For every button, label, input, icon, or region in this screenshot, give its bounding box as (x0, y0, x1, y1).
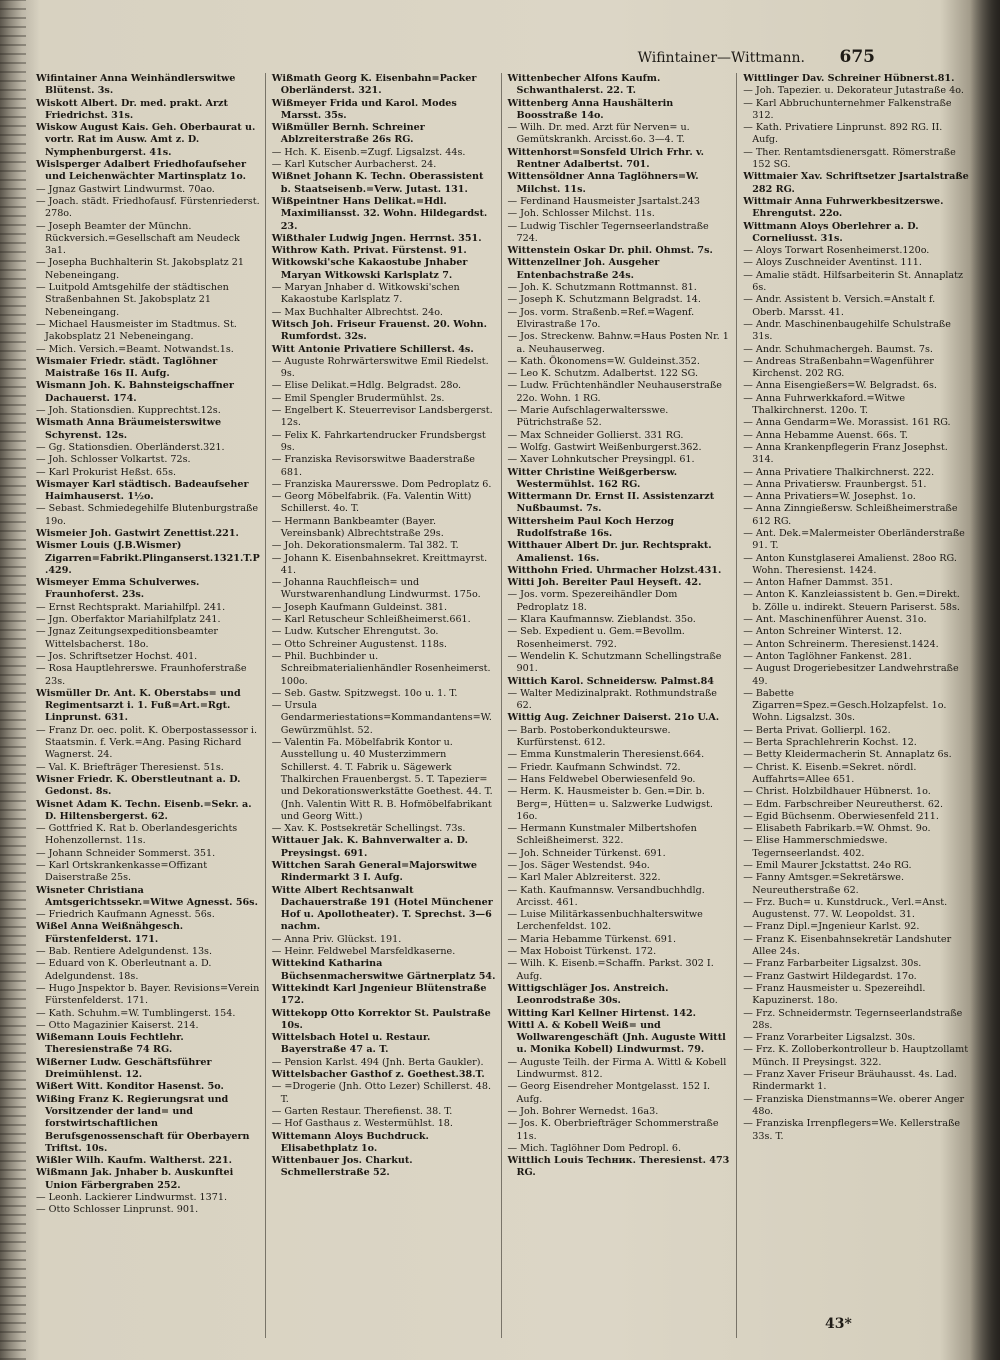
directory-entry: — Jgn. Oberfaktor Mariahilfplatz 241. (36, 614, 221, 626)
directory-entry-heading: Witting Karl Kellner Hirtenst. 142. (507, 1007, 697, 1019)
directory-entry: — Emil Maurer Jckstattst. 24o RG. (743, 860, 912, 871)
directory-entry: — Anna Privatiere Thalkirchnerst. 222. (743, 466, 935, 478)
directory-entry-heading: Wittensöldner Anna Taglöhners=W. Milchst. 11s. (507, 171, 699, 195)
directory-entry: — Jos. K. Oberbriefträger Schommerstraße 11s. (507, 1118, 719, 1142)
directory-entry-heading: Wittchen Sarah General=Majorswitwe Rindermarkt 3 I. Aufg. (271, 860, 478, 884)
directory-entry-heading: Witter Christine Weißgerbersw. Westermühlst. 162 RG. (507, 466, 678, 490)
directory-entry: — Anna Privatiersw. Fraunbergst. 51. (743, 478, 927, 490)
directory-entry-heading: Wittlich Louis Techник. Theresienst. 473 RG. (507, 1155, 730, 1179)
directory-entry: — Anton Kunstglaserei Amalienst. 28oo RG. Wohn. Theresienst. 1424. (743, 552, 957, 576)
directory-entry: — Jos. Streckenw. Bahnw.=Haus Posten Nr. 1 a. Neuhauserweg. (507, 331, 729, 355)
directory-entry-heading: Wismüller Dr. Ant. K. Oberstabs= und Regimentsarzt i. 1. Fuß=Art.=Rgt. Linprunst. 631. (36, 687, 241, 724)
directory-entry: — Joh. Bohrer Wernedst. 16a3. (507, 1105, 659, 1117)
directory-entry: — Leonh. Lackierer Lindwurmst. 1371. (36, 1192, 228, 1204)
directory-entry: — Seb. Gastw. Spitzwegst. 10o u. 1. T. (271, 687, 458, 699)
directory-entry: — Emma Kunstmalerin Theresienst.664. (507, 749, 705, 761)
directory-entry: — Franz K. Eisenbahnsekretär Landshuter Allee 24s. (743, 933, 952, 958)
column-3 (502, 73, 738, 1338)
directory-entry: — Ther. Rentamtsdienersgatt. Römerstraße 152 SG. (743, 146, 956, 171)
directory-entry-heading: Wittenbauer Jos. Charkut. Schmellerstraße 52. (271, 1155, 413, 1179)
directory-entry: — Ludw. Kutscher Ehrengutst. 3o. (271, 626, 439, 638)
directory-entry: — Auguste Teilh. der Firma A. Wittl & Kobell Lindwurmst. 812. (507, 1056, 727, 1081)
directory-entry: — Joh. K. Schutzmann Rottmannst. 81. (507, 282, 697, 294)
directory-entry: — Kath. Kaufmannsw. Versandbuchhdlg. Arcisst. 461. (507, 884, 705, 908)
directory-entry-heading: Witt Antonie Privatiere Schillerst. 4s. (271, 343, 474, 355)
directory-entry: — Johann Schneider Sommerst. 351. (36, 847, 216, 859)
directory-entry-heading: Wittemann Aloys Buchdruck. Elisabethplatz 1o. (271, 1130, 429, 1154)
directory-entry: — Emil Spengler Brudermühlst. 2s. (271, 392, 445, 404)
directory-entry-heading: Wittelsbach Hotel u. Restaur. Bayerstraße 47 a. T. (271, 1032, 431, 1056)
directory-entry: — Joseph Kaufmann Guldeinst. 381. (271, 601, 448, 613)
directory-entry: — Joh. Dekorationsmalerm. Tal 382. T. (271, 540, 459, 552)
directory-entry: — Joh. Stationsdien. Kupprechtst.12s. (36, 405, 221, 417)
directory-entry: — Marie Aufschlagerwaltersswe. Pütrichstraße 52. (507, 405, 669, 429)
directory-entry-heading: Witte Albert Rechtsanwalt Dachauerstraße 191 (Hotel Münchener Hof u. Apollotheater). T. Sprechst. 3—6 nachm. (271, 884, 493, 933)
directory-entry-heading: Wißert Witt. Konditor Hasenst. 5o. (36, 1081, 224, 1093)
directory-entry-heading: Wittigschläger Jos. Anstreich. Leonrodstraße 30s. (507, 982, 669, 1007)
directory-entry: — Joh. Tapezier. u. Dekorateur Jutastraße 4o. (743, 85, 964, 97)
directory-entry: — Rosa Hauptlehrerswe. Fraunhoferstraße 23s. (36, 663, 247, 687)
directory-entry: — Phil. Buchbinder u. Schreibmaterialienhändler Rosenheimerst. 100o. (271, 650, 491, 687)
directory-entry-heading: Witti Joh. Bereiter Paul Heyseft. 42. (507, 577, 702, 589)
directory-entry: — Hans Feldwebel Oberwiesenfeld 9o. (507, 773, 696, 785)
directory-entry-heading: Wittig Aug. Zeichner Daiserst. 21o U.A. (507, 712, 720, 724)
directory-entry-heading: Wiskott Albert. Dr. med. prakt. Arzt Friedrichst. 31s. (36, 97, 228, 121)
directory-entry: — Auguste Rohrwärterswitwe Emil Riedelst. 9s. (271, 355, 489, 380)
directory-entry: — Christ. K. Eisenb.=Sekret. nördl. Auffahrts=Allee 651. (743, 761, 917, 785)
directory-entry: — Michael Hausmeister im Stadtmus. St. Jakobsplatz 21 Nebeneingang. (36, 318, 237, 343)
directory-entry-heading: Wismer Louis (J.B.Wismer) Zigarren=Fabrikt.Plinganserst.1321.T.P.429. (36, 540, 260, 576)
page-number: 675 (839, 47, 875, 67)
directory-entry: — Karl Retuscheur Schleißheimerst.661. (271, 614, 471, 626)
directory-entry-heading: Wißmeyer Frida und Karol. Modes Marsst. 35s. (271, 97, 457, 121)
directory-entry: — Klara Kaufmannsw. Zieblandst. 35o. (507, 614, 696, 626)
directory-entry: — Luise Militärkassenbuchhalterswitwe Lerchenfeldst. 102. (507, 909, 703, 933)
directory-entry: — Hermann Bankbeamter (Bayer. Vereinsbank) Albrechtstraße 29s. (271, 515, 444, 539)
directory-entry-heading: Wittenhorst=Sonsfeld Ulrich Frhr. v. Rentner Adalbertst. 701. (507, 146, 704, 171)
directory-entry-heading: Wismath Anna Bräumeisterswitwe Schyrenst. 12s. (36, 417, 222, 441)
directory-entry-heading: Wismann Joh. K. Bahnsteigschaffner Dachauerst. 174. (36, 380, 234, 404)
directory-columns (30, 73, 973, 1338)
directory-entry: — Felix K. Fahrkartendrucker Frundsbergst 9s. (271, 429, 486, 453)
directory-entry: — Xav. K. Postsekretär Schellingst. 73s. (271, 823, 466, 835)
directory-entry-heading: Wißler Wilh. Kaufm. Waltherst. 221. (36, 1155, 232, 1167)
directory-entry: — Kath. Ökonomens=W. Guldeinst.352. (507, 355, 700, 367)
directory-entry: — Franz Hausmeister u. Spezereihdl. Kapuzinerst. 18o. (743, 982, 926, 1007)
directory-entry: — Kath. Privatiere Linprunst. 892 RG. II. Aufg. (743, 122, 943, 146)
directory-entry: — Johanna Rauchfleisch= und Wurstwarenhandlung Lindwurmst. 175o. (271, 577, 481, 601)
directory-entry: — Franz Farbarbeiter Ligsalzst. 30s. (743, 958, 922, 970)
directory-entry: — Maria Hebamme Türkenst. 691. (507, 933, 677, 945)
directory-entry: — Otto Magazinier Kaiserst. 214. (36, 1019, 199, 1031)
directory-entry: — Anton K. Kanzleiassistent b. Gen.=Direkt. b. Zölle u. indirekt. Steuern Pariserst. 58s. (743, 589, 960, 613)
directory-entry: — Wolfg. Gastwirt Weißenburgerst.362. (507, 441, 702, 453)
directory-entry-heading: Wißemann Louis Fechtlehr. Theresienstraße 74 RG. (36, 1032, 184, 1056)
directory-entry: — Bab. Rentiere Adelgundenst. 13s. (36, 946, 213, 958)
directory-entry-heading: Wißel Anna Weißnähgesch. Fürstenfelderst. 171. (36, 921, 184, 945)
directory-entry: — Betty Kleidermacherin St. Annaplatz 6s. (743, 749, 952, 761)
directory-entry: — Jgnaz Zeitungsexpeditionsbeamter Wittelsbacherst. 18o. (36, 626, 218, 650)
directory-entry: — Andr. Maschinenbaugehilfe Schulstraße 31s. (743, 318, 951, 343)
running-head: Wifintainer—Wittmann. (637, 50, 805, 66)
directory-entry-heading: Wittersheim Paul Koch Herzog Rudolfstraße 16s. (507, 515, 674, 539)
directory-entry-heading: Wittermann Dr. Ernst II. Assistenzarzt Nußbaumst. 7s. (507, 491, 715, 515)
directory-entry: — Aloys Zuschneider Aventinst. 111. (743, 257, 922, 269)
directory-entry: — Anna Zinngießersw. Schleißheimerstraße 612 RG. (743, 503, 958, 527)
directory-entry: — Jos. Säger Westendst. 94o. (507, 860, 650, 871)
directory-entry: — Egid Büchsenm. Oberwiesenfeld 211. (743, 810, 939, 822)
directory-entry: — Anna Krankenpflegerin Franz Josephst. 314. (743, 441, 948, 466)
directory-entry: — Joseph Beamter der Münchn. Rückversich.=Gesellschaft am Neudeck 3a1. (36, 220, 240, 257)
directory-entry: — Wilh. K. Eisenb.=Schaffn. Parkst. 302 I. Aufg. (507, 958, 714, 982)
directory-entry-heading: Witkowski'sche Kakaostube Jnhaber Maryan Witkowski Karlsplatz 7. (271, 257, 468, 281)
directory-entry-heading: Wisner Friedr. K. Oberstleutnant a. D. Gedonst. 8s. (36, 773, 241, 798)
directory-entry: — Georg Eisendreher Montgelasst. 152 I. Aufg. (507, 1081, 711, 1105)
directory-entry: — Ant. Dek.=Malermeister Oberländerstraße 91. T. (743, 527, 965, 552)
directory-entry-heading: Wittl A. & Kobell Weiß= und Wollwarengeschäft (Jnh. Auguste Wittl u. Monika Kobell) Lindwurmst. 79. (507, 1019, 726, 1056)
directory-entry-heading: Witsch Joh. Friseur Frauenst. 20. Wohn. Rumfordst. 32s. (271, 318, 487, 343)
directory-entry: — Sebast. Schmiedegehilfe Blutenburgstraße 19o. (36, 503, 259, 527)
directory-entry-heading: Wisneter Christiana Amtsgerichtssekr.=Witwe Agnesst. 56s. (36, 884, 258, 908)
book-binding-edge (0, 0, 26, 1360)
directory-entry-heading: Wittmaier Xav. Schriftsetzer Jsartalstraße 282 RG. (743, 171, 969, 195)
directory-entry: — Max Hoboist Türkenst. 172. (507, 946, 657, 958)
directory-entry-heading: Wisnet Adam K. Techn. Eisenb.=Sekr. a. D. Hiltensbergerst. 62. (36, 798, 252, 822)
directory-entry: — Franz Dr. oec. polit. K. Oberpostassessor i. Staatsmin. f. Verk.=Ang. Pasing Richard Wagnerst. 24. (36, 724, 257, 761)
directory-entry: — Elise Hammerschmiedswe. Tegernseerlandst. 402. (743, 835, 888, 859)
directory-entry: — Anna Fuhrwerkkaford.=Witwe Thalkirchnerst. 120o. T. (743, 392, 906, 417)
directory-entry: — Fanny Amtsger.=Sekretärswe. Neureutherstraße 62. (743, 872, 905, 896)
directory-entry: — Joh. Schneider Türkenst. 691. (507, 847, 666, 859)
directory-entry: — Ant. Maschinenführer Auenst. 31o. (743, 614, 927, 626)
directory-entry: — Max Buchhalter Albrechtst. 24o. (271, 306, 443, 318)
directory-entry: — Max Schneider Gollierst. 331 RG. (507, 429, 684, 441)
directory-entry-heading: Wißpeintner Hans Delikat.=Hdl. Maximiliansst. 32. Wohn. Hildegardst. 23. (271, 195, 488, 232)
directory-entry: — Mich. Taglöhner Dom Pedropl. 6. (507, 1142, 681, 1154)
directory-entry: — Karl Maler Ablzreiterst. 322. (507, 872, 661, 884)
directory-entry: — Franziska Dienstmanns=We. oberer Anger 48o. (743, 1093, 965, 1117)
directory-entry: — Ernst Rechtsprakt. Mariahilfpl. 241. (36, 601, 226, 613)
directory-entry-heading: Wiskow August Kais. Geh. Oberbaurat u. vortr. Rat im Ausw. Amt z. D. Nymphenburgerst. 41s. (36, 122, 256, 158)
directory-entry: — Ludw. Früchtenhändler Neuhauserstraße 22o. Wohn. 1 RG. (507, 380, 722, 404)
directory-entry-heading: Wißmüller Bernh. Schreiner Ablzreiterstraße 26s RG. (271, 122, 425, 146)
directory-entry: — Frz. Schneidermstr. Tegernseerlandstraße 28s. (743, 1007, 963, 1031)
directory-entry: — Xaver Lohnkutscher Preysingpl. 61. (507, 454, 695, 466)
directory-entry-heading: Wißerner Ludw. Geschäftsführer Dreimühlenst. 12. (36, 1056, 212, 1081)
directory-entry: — Franz Dipl.=Jngenieur Karlst. 92. (743, 921, 920, 933)
directory-entry: — Elise Delikat.=Hdlg. Belgradst. 28o. (271, 380, 462, 392)
directory-entry: — Engelbert K. Steuerrevisor Landsbergerst. 12s. (271, 405, 493, 429)
directory-entry: — Anna Priv. Glückst. 191. (271, 933, 402, 945)
signature-mark: 43* (825, 1316, 852, 1332)
directory-entry-heading: Wittenberg Anna Haushälterin Boosstraße 14o. (507, 97, 674, 121)
directory-entry: — Frz. Buch= u. Kunstdruck., Verl.=Anst. Augustenst. 77. W. Leopoldst. 31. (743, 896, 948, 921)
directory-entry: — Johann K. Eisenbahnsekret. Kreittmayrst. 41. (271, 552, 488, 576)
directory-entry: — Heinr. Feldwebel Marsfeldkaserne. (271, 946, 456, 958)
directory-entry: — Joh. Schlosser Volkartst. 72s. (36, 454, 191, 466)
directory-entry: — Georg Möbelfabrik. (Fa. Valentin Witt) Schillerst. 4o. T. (271, 491, 472, 515)
column-1 (30, 73, 266, 1338)
directory-entry: — Otto Schreiner Augustenst. 118s. (271, 638, 447, 650)
page-shadow-edge (970, 0, 1000, 1360)
directory-entry-heading: Witthohn Fried. Uhrmacher Holzst.431. (507, 564, 722, 576)
directory-entry: — Anton Hafner Dammst. 351. (743, 577, 893, 589)
directory-entry: — Berta Sprachlehrerin Kochst. 12. (743, 737, 917, 749)
directory-entry: — Leo K. Schutzm. Adalbertst. 122 SG. (507, 368, 698, 380)
directory-entry-heading: Wismayer Karl städtisch. Badeaufseher Haimhauserst. 1½o. (36, 478, 249, 503)
directory-entry: — Wendelin K. Schutzmann Schellingstraße 901. (507, 650, 722, 675)
directory-entry-heading: Wislsperger Adalbert Friedhofaufseher und Leichenwächter Martinsplatz 1o. (36, 159, 247, 183)
directory-entry: — Ursula Gendarmeriestations=Kommandantens=W. Gewürzmühlst. 52. (271, 700, 492, 736)
directory-entry-heading: Wismeyer Emma Schulverwes. Fraunhoferst. 23s. (36, 577, 200, 601)
directory-entry-heading: Wittenstein Oskar Dr. phil. Ohmst. 7s. (507, 245, 713, 257)
directory-entry: — Val. K. Briefträger Theresienst. 51s. (36, 761, 224, 773)
directory-entry-heading: Wittekindt Karl Jngenieur Blütenstraße 172. (271, 982, 487, 1007)
directory-entry: — Otto Schlosser Linprunst. 901. (36, 1204, 199, 1216)
directory-entry: — Jgnaz Gastwirt Lindwurmst. 70ao. (36, 183, 215, 195)
directory-entry-heading: Wißnet Johann K. Techn. Oberassistent b. Staatseisenb.=Verw. Jutast. 131. (271, 171, 484, 195)
directory-entry: — Friedrich Kaufmann Agnesst. 56s. (36, 909, 215, 921)
directory-entry: — Karl Abbruchunternehmer Falkenstraße 312. (743, 97, 952, 121)
directory-entry-heading: Wismeier Joh. Gastwirt Zenettist.221. (36, 527, 239, 539)
directory-entry: — Barb. Postoberkondukteurswe. Kurfürstenst. 612. (507, 724, 671, 749)
directory-entry: — Elisabeth Fabrikarb.=W. Ohmst. 9o. (743, 823, 931, 835)
directory-entry: — Hugo Jnspektor b. Bayer. Revisions=Verein Fürstenfelderst. 171. (36, 982, 260, 1007)
directory-entry: — Jos. Schriftsetzer Hochst. 401. (36, 650, 198, 662)
directory-entry: — Franz Gastwirt Hildegardst. 17o. (743, 970, 917, 982)
directory-entry: — Karl Kutscher Aurbacherst. 24. (271, 159, 437, 171)
directory-entry: — Anton Schreiner Winterst. 12. (743, 626, 903, 638)
directory-entry: — Ferdinand Hausmeister Jsartalst.243 (507, 195, 700, 207)
directory-entry: — Andr. Assistent b. Versich.=Anstalt f. Oberb. Marsst. 41. (743, 294, 936, 318)
directory-entry: — Franz Xaver Friseur Bräuhausst. 4s. Lad. Rindermarkt 1. (743, 1069, 957, 1093)
directory-entry: — August Drogeriebesitzer Landwehrstraße 49. (743, 663, 959, 687)
directory-entry: — Franziska Maurersswe. Dom Pedroplatz 6. (271, 478, 492, 490)
directory-entry: — Josepha Buchhalterin St. Jakobsplatz 21 Nebeneingang. (36, 257, 244, 281)
directory-entry: — Andreas Straßenbahn=Wagenführer Kirchenst. 202 RG. (743, 355, 934, 380)
directory-entry: — Garten Restaur. Therefienst. 38. T. (271, 1105, 453, 1117)
directory-entry: — Franziska Revisorswitwe Baaderstraße 681. (271, 454, 475, 478)
directory-entry-heading: Wittelsbacher Gasthof z. Goethest.38.T. (271, 1069, 485, 1081)
page-header (40, 47, 875, 72)
directory-entry: — Anna Gendarm=We. Morassist. 161 RG. (743, 417, 951, 429)
directory-entry-heading: Wittlinger Dav. Schreiner Hübnerst.81. (743, 73, 955, 84)
directory-entry: — Berta Privat. Gollierpl. 162. (743, 724, 891, 736)
directory-entry: — Franz Vorarbeiter Ligsalzst. 30s. (743, 1032, 916, 1044)
directory-entry: — Seb. Expedient u. Gem.=Bevollm. Rosenheimerst. 792. (507, 626, 685, 650)
directory-entry: — Joseph K. Schutzmann Belgradst. 14. (507, 294, 701, 306)
directory-entry: — Valentin Fa. Möbelfabrik Kontor u. Ausstellung u. 40 Musterzimmern Schillerst. 4. T. Fabrik u. Sägewerk Thalkirchen Frauenbergst. 5. T. Tapezier= und Dekorationswerkstätte Goethest. 44. T. (Jnh. Valentin Witt R. B. Hofmöbelfabrikant und Georg Witt.) (271, 737, 493, 822)
directory-entry: — Pension Karlst. 494 (Jnh. Berta Gaukler). (271, 1056, 484, 1068)
directory-entry-heading: Wittich Karol. Schneidersw. Palmst.84 (507, 675, 714, 687)
directory-entry-heading: Wittenbecher Alfons Kaufm. Schwanthalerst. 22. T. (507, 73, 661, 97)
directory-entry: — =Drogerie (Jnh. Otto Lezer) Schillerst. 48. T. (271, 1081, 492, 1105)
directory-entry-heading: Wißing Franz K. Regierungsrat und Vorsitzender der land= und forstwirtschaftlichen Berufsgenossenschaft für Oberbayern Triftst. 10s. (36, 1093, 250, 1154)
directory-entry: — Friedr. Kaufmann Schwindst. 72. (507, 761, 681, 773)
directory-entry: — Anna Privatiers=W. Josephst. 1o. (743, 491, 916, 503)
directory-entry: — Franziska Irrenpflegers=We. Kellerstraße 33s. T. (743, 1118, 961, 1142)
directory-entry: — Wilh. Dr. med. Arzt für Nerven= u. Gemütskrankh. Arcisst.6o. 3—4. T. (507, 122, 690, 146)
directory-entry: — Mich. Versich.=Beamt. Notwandst.1s. (36, 343, 234, 355)
directory-entry: — Hermann Kunstmaler Milbertshofen Schleißheimerst. 322. (507, 823, 697, 847)
directory-entry-heading: Wißthaler Ludwig Jngen. Herrnst. 351. (271, 232, 482, 244)
directory-entry-heading: Wißmann Jak. Jnhaber b. Auskunftei Union Färbergraben 252. (36, 1167, 234, 1191)
directory-entry-heading: Wittmann Aloys Oberlehrer a. D. Corneliusst. 31s. (743, 220, 919, 244)
directory-entry-heading: Witthauer Albert Dr. jur. Rechtsprakt. Amalienst. 16s. (507, 540, 712, 564)
directory-entry: — Jos. vorm. Straßenb.=Ref.=Wagenf. Elvirastraße 17o. (507, 306, 695, 330)
directory-entry: — Maryan Jnhaber d. Witkowski'schen Kakaostube Karlsplatz 7. (271, 282, 460, 306)
directory-entry: — Aloys Torwart Rosenheimerst.120o. (743, 245, 930, 257)
directory-entry: — Luitpold Amtsgehilfe der städtischen Straßenbahnen St. Jakobsplatz 21 Nebeneingang. (36, 282, 229, 318)
directory-entry: — Kath. Schuhm.=W. Tumblingerst. 154. (36, 1007, 236, 1019)
directory-entry-heading: Wittauer Jak. K. Bahnverwalter a. D. Preysingst. 691. (271, 835, 468, 859)
directory-entry-heading: Wißmath Georg K. Eisenbahn=Packer Oberländerst. 321. (271, 73, 477, 97)
directory-entry: — Jos. vorm. Spezereihändler Dom Pedroplatz 18. (507, 589, 678, 613)
directory-entry: — Christ. Holzbildhauer Hübnerst. 1o. (743, 786, 931, 798)
directory-entry: — Gottfried K. Rat b. Oberlandesgerichts Hohenzollernst. 11s. (36, 823, 238, 847)
column-2 (266, 73, 502, 1338)
directory-entry: — Karl Ortskrankenkasse=Offizant Daiserstraße 25s. (36, 860, 208, 884)
directory-entry: — Herm. K. Hausmeister b. Gen.=Dir. b. Berg=, Hütten= u. Salzwerke Ludwigst. 16o. (507, 786, 713, 822)
directory-entry: — Gg. Stationsdien. Oberländerst.321. (36, 441, 225, 453)
directory-entry-heading: Wittekopp Otto Korrektor St. Paulstraße 10s. (271, 1007, 491, 1031)
directory-entry: — Eduard von K. Oberleutnant a. D. Adelgundenst. 18s. (36, 958, 212, 982)
directory-entry: — Hof Gasthaus z. Westermühlst. 18. (271, 1118, 453, 1130)
directory-entry: — Joach. städt. Friedhofausf. Fürstenriederst. 278o. (36, 195, 260, 220)
directory-entry: — Edm. Farbschreiber Neureutherst. 62. (743, 798, 944, 810)
directory-entry: — Frz. K. Zolloberkontrolleur b. Hauptzollamt Münch. II Preysingst. 322. (743, 1044, 969, 1068)
directory-entry-heading: Wittekind Katharina Büchsenmacherswitwe Gärtnerplatz 54. (271, 958, 496, 982)
directory-entry: — Anton Taglöhner Fankenst. 281. (743, 650, 912, 662)
directory-entry: — Ludwig Tischler Tegernseerlandstraße 724. (507, 220, 709, 244)
column-4 (737, 73, 973, 1338)
directory-entry: — Babette Zigarren=Spez.=Gesch.Holzapfelst. 1o. Wohn. Ligsalzst. 30s. (743, 687, 947, 724)
directory-entry: — Hch. K. Eisenb.=Zugf. Ligsalzst. 44s. (271, 146, 466, 158)
directory-entry-heading: Withrow Kath. Privat. Fürstenst. 91. (271, 245, 467, 257)
directory-entry-heading: Wifintainer Anna Weinhändlerswitwe Blütenst. 3s. (36, 73, 236, 97)
directory-entry: — Walter Medizinalprakt. Rothmundstraße 62. (507, 687, 717, 712)
directory-entry: — Andr. Schuhmachergeh. Baumst. 7s. (743, 343, 933, 355)
directory-entry-heading: Wismaier Friedr. städt. Taglöhner Maistraße 16s II. Aufg. (36, 355, 218, 380)
directory-entry: — Anton Schreinerm. Theresienst.1424. (743, 638, 939, 650)
directory-entry: — Amalie städt. Hilfsarbeiterin St. Annaplatz 6s. (743, 269, 964, 294)
directory-entry: — Anna Eisengießers=W. Belgradst. 6s. (743, 380, 937, 392)
directory-entry: — Karl Prokurist Heßst. 65s. (36, 466, 177, 478)
directory-entry-heading: Wittenzellner Joh. Ausgeher Entenbachstraße 24s. (507, 257, 660, 281)
directory-entry: — Joh. Schlosser Milchst. 11s. (507, 208, 655, 220)
directory-entry-heading: Wittmair Anna Fuhrwerkbesitzerswe. Ehrengutst. 22o. (743, 195, 944, 220)
directory-entry: — Anna Hebamme Auenst. 66s. T. (743, 429, 908, 441)
